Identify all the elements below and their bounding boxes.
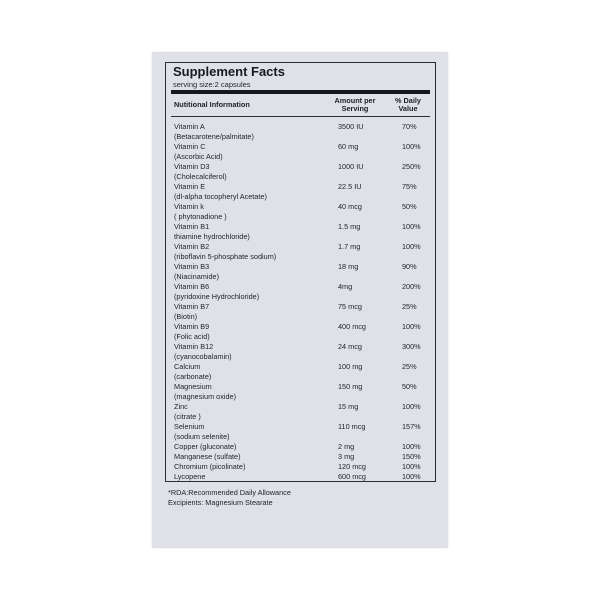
nutrient-name: Vitamin k	[174, 202, 204, 211]
nutrient-daily-value: 100%	[402, 462, 421, 471]
table-row	[166, 122, 435, 142]
nutrient-amount: 1.5 mg	[338, 222, 361, 231]
nutrient-name: Vitamin E	[174, 182, 206, 191]
nutrient-amount: 150 mg	[338, 382, 363, 391]
nutrient-name: Chromium (picolinate)	[174, 462, 246, 471]
serving-size: serving size:2 capsules	[173, 80, 251, 89]
table-row	[166, 282, 435, 302]
panel-footer	[168, 488, 291, 508]
nutrient-source: (cyanocobalamin)	[174, 352, 232, 361]
thick-divider	[171, 90, 430, 94]
table-row	[166, 302, 435, 322]
nutrient-amount: 60 mg	[338, 142, 359, 151]
excipients-note: Excipients: Magnesium Stearate	[168, 498, 273, 507]
nutrient-amount: 3 mg	[338, 452, 355, 461]
nutrient-name: Vitamin B2	[174, 242, 210, 251]
nutrient-source: thiamine hydrochloride)	[174, 232, 250, 241]
table-row	[166, 222, 435, 242]
nutrient-rows	[166, 122, 435, 482]
nutrient-source: (Folic acid)	[174, 332, 210, 341]
nutrient-amount: 18 mg	[338, 262, 359, 271]
table-row	[166, 322, 435, 342]
supplement-facts-panel	[165, 62, 436, 482]
nutrient-name: Zinc	[174, 402, 188, 411]
nutrient-source: (citrate )	[174, 412, 201, 421]
nutrient-name: Selenium	[174, 422, 205, 431]
nutrient-source: (pyridoxine Hydrochloride)	[174, 292, 260, 301]
table-row	[166, 462, 435, 472]
nutrient-source: (Ascorbic Acid)	[174, 152, 223, 161]
table-row	[166, 402, 435, 422]
nutrient-source: (dl-alpha tocopheryl Acetate)	[174, 192, 267, 201]
nutrient-daily-value: 90%	[402, 262, 417, 271]
table-row	[166, 202, 435, 222]
nutrient-daily-value: 70%	[402, 122, 417, 131]
nutrient-amount: 24 mcg	[338, 342, 362, 351]
nutrient-amount: 1.7 mg	[338, 242, 361, 251]
nutrient-source: (Cholecalciferol)	[174, 172, 227, 181]
nutrient-daily-value: 25%	[402, 302, 417, 311]
nutrient-amount: 40 mcg	[338, 202, 362, 211]
nutrient-source: (Biotin)	[174, 312, 198, 321]
nutrient-source: (Niacinamide)	[174, 272, 220, 281]
nutrient-name: Vitamin B9	[174, 322, 210, 331]
nutrient-amount: 4mg	[338, 282, 353, 291]
nutrient-name: Vitamin B1	[174, 222, 210, 231]
nutrient-name: Vitamin B3	[174, 262, 210, 271]
rda-note: *RDA:Recommended Daily Allowance	[168, 488, 291, 497]
table-row	[166, 472, 435, 482]
nutrient-daily-value: 250%	[402, 162, 421, 171]
table-row	[166, 382, 435, 402]
table-row	[166, 442, 435, 452]
nutrient-name: Calcium	[174, 362, 201, 371]
nutrient-amount: 100 mg	[338, 362, 363, 371]
nutrient-amount: 600 mcg	[338, 472, 366, 481]
nutrient-daily-value: 100%	[402, 442, 421, 451]
nutrient-daily-value: 150%	[402, 452, 421, 461]
nutrient-source: ( phytonadione )	[174, 212, 227, 221]
nutrient-amount: 400 mcg	[338, 322, 366, 331]
nutrient-name: Vitamin B12	[174, 342, 214, 351]
panel-title: Supplement Facts	[173, 64, 285, 79]
nutrient-daily-value: 157%	[402, 422, 421, 431]
nutrient-daily-value: 100%	[402, 142, 421, 151]
nutrient-daily-value: 100%	[402, 322, 421, 331]
nutrient-daily-value: 50%	[402, 202, 417, 211]
nutrient-daily-value: 25%	[402, 362, 417, 371]
table-row	[166, 142, 435, 162]
nutrient-daily-value: 100%	[402, 402, 421, 411]
product-box	[152, 52, 448, 548]
nutrient-amount: 110 mcg	[338, 422, 366, 431]
table-row	[166, 242, 435, 262]
nutrient-name: Manganese (sulfate)	[174, 452, 241, 461]
nutrient-source: (carbonate)	[174, 372, 212, 381]
nutrient-source: (magnesium oxide)	[174, 392, 237, 401]
nutrient-amount: 15 mg	[338, 402, 359, 411]
nutrient-source: (Betacarotene/palmitate)	[174, 132, 254, 141]
table-row	[166, 262, 435, 282]
nutrient-amount: 75 mcg	[338, 302, 362, 311]
nutrient-daily-value: 100%	[402, 222, 421, 231]
nutrient-amount: 1000 IU	[338, 162, 364, 171]
nutrient-name: Vitamin B7	[174, 302, 210, 311]
nutrient-daily-value: 100%	[402, 472, 421, 481]
table-row	[166, 162, 435, 182]
nutrient-amount: 3500 IU	[338, 122, 364, 131]
table-row	[166, 362, 435, 382]
table-row	[166, 182, 435, 202]
nutrient-name: Vitamin B6	[174, 282, 210, 291]
nutrient-name: Vitamin C	[174, 142, 206, 151]
nutrient-name: Vitamin D3	[174, 162, 210, 171]
nutrient-amount: 22.5 IU	[338, 182, 362, 191]
nutrient-amount: 120 mcg	[338, 462, 366, 471]
table-row	[166, 452, 435, 462]
nutrient-daily-value: 300%	[402, 342, 421, 351]
nutrient-source: (riboflavin 5-phosphate sodium)	[174, 252, 277, 261]
nutrient-daily-value: 50%	[402, 382, 417, 391]
nutrient-name: Vitamin A	[174, 122, 205, 131]
nutrient-daily-value: 200%	[402, 282, 421, 291]
nutrient-daily-value: 100%	[402, 242, 421, 251]
nutrient-daily-value: 75%	[402, 182, 417, 191]
header-daily-value: % Daily Value	[395, 96, 421, 113]
nutrient-name: Magnesium	[174, 382, 212, 391]
header-amount-per-serving: Amount per Serving	[334, 96, 376, 113]
header-nutritional-information: Nutitional Information	[174, 100, 250, 109]
nutrient-name: Lycopene	[174, 472, 206, 481]
nutrient-source: (sodium selenite)	[174, 432, 230, 441]
table-row	[166, 422, 435, 442]
nutrient-name: Copper (gluconate)	[174, 442, 237, 451]
nutrient-amount: 2 mg	[338, 442, 355, 451]
table-row	[166, 342, 435, 362]
thin-divider	[171, 116, 430, 117]
